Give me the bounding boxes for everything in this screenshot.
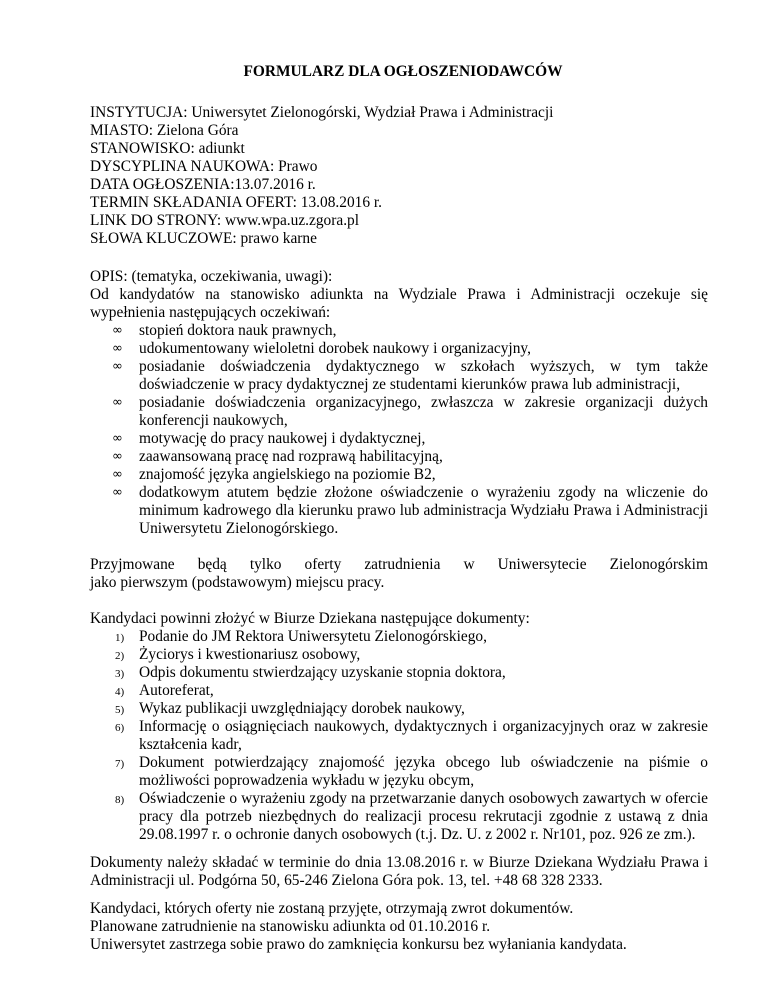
employment-word: Zielonogórskim [609,556,708,573]
list-item [90,430,708,448]
employment-word: zatrudnienia [364,556,441,573]
infinity-bullet-icon: ∞ [112,395,123,410]
infinity-bullet-icon: ∞ [112,485,123,500]
document-page [90,63,708,954]
list-item-text: posiadanie doświadczenia organizacyjnego, zwłaszcza w zakresie organizacji dużych konferencji naukowych, [139,394,708,429]
posting-fields [90,104,708,248]
item-number: 7) [115,758,125,770]
list-item [90,358,708,394]
list-item [90,664,708,682]
list-item-text: posiadanie doświadczenia dydaktycznego w szkołach wyższych, w tym także doświadczenie w pracy dydaktycznej ze studentami kierunków prawa lub administracji, [139,358,708,393]
field-keywords: SŁOWA KLUCZOWE: prawo karne [90,230,317,247]
list-item [90,700,708,718]
infinity-bullet-icon: ∞ [112,449,123,464]
list-item-text: Dokument potwierdzający znajomość języka obcego lub oświadczenie na piśmie o możliwości poprowadzenia wykładu w języku obcym, [139,754,708,789]
list-item-text: Autoreferat, [139,682,214,699]
list-item-text: Wykaz publikacji uwzględniający dorobek naukowy, [139,700,465,717]
list-item [90,718,708,754]
documents-list [90,628,708,844]
infinity-bullet-icon: ∞ [112,323,123,338]
field-deadline: TERMIN SKŁADANIA OFERT: 13.08.2016 r. [90,194,383,211]
list-item [90,484,708,538]
closing-line-start-date: Planowane zatrudnienie na stanowisku adiunkta od 01.10.2016 r. [90,918,491,935]
infinity-bullet-icon: ∞ [112,341,123,356]
closing-line-reservation: Uniwersytet zastrzega sobie prawo do zamknięcia konkursu bez wyłaniania kandydata. [90,936,627,953]
item-number: 4) [115,686,125,698]
form-title: FORMULARZ DLA OGŁOSZENIODAWCÓW [243,63,563,80]
list-item-text: udokumentowany wieloletni dorobek naukowy i organizacyjny, [139,340,531,357]
list-item [90,790,708,844]
list-item [90,322,708,340]
field-posting-date: DATA OGŁOSZENIA:13.07.2016 r. [90,176,316,193]
field-position: STANOWISKO: adiunkt [90,140,245,157]
employment-word: Przyjmowane [90,556,175,573]
list-item [90,466,708,484]
employment-word: oferty [304,556,342,573]
list-item-text: Życiorys i kwestionariusz osobowy, [139,646,361,663]
infinity-bullet-icon: ∞ [112,359,123,374]
description-heading: OPIS: (tematyka, oczekiwania, uwagi): [90,268,333,285]
list-item-text: Oświadczenie o wyrażeniu zgody na przetwarzanie danych osobowych zawartych w ofercie pracy dla potrzeb niezbędnych do realizacji procesu rekrutacji zgodnie z ustawą z dnia 29.08.1997 r. o ochronie danych osobowych (t.j. Dz. U. z 2002 r. Nr101, poz. 926 ze zm.). [139,790,708,843]
list-item [90,340,708,358]
list-item [90,448,708,466]
employment-word: w [463,556,475,573]
item-number: 3) [115,668,125,680]
list-item-text: Podanie do JM Rektora Uniwersytetu Zielonogórskiego, [139,628,487,645]
infinity-bullet-icon: ∞ [112,467,123,482]
deadline-note: Dokumenty należy składać w terminie do dnia 13.08.2016 r. w Biurze Dziekana Wydziału Prawa i Administracji ul. Podgórna 50, 65-246 Zielona Góra pok. 13, tel. +48 68 328 2333. [90,854,708,889]
employment-note-line2: jako pierwszym (podstawowym) miejscu pracy. [90,574,385,591]
field-institution: INSTYTUCJA: Uniwersytet Zielonogórski, Wydział Prawa i Administracji [90,104,554,121]
employment-word: będą [197,556,227,573]
list-item-text: znajomość języka angielskiego na poziomie B2, [139,466,436,483]
list-item [90,646,708,664]
item-number: 8) [115,794,125,806]
field-link: LINK DO STRONY: www.wpa.uz.zgora.pl [90,212,360,229]
employment-word: Uniwersytecie [497,556,587,573]
field-discipline: DYSCYPLINA NAUKOWA: Prawo [90,158,318,175]
documents-intro: Kandydaci powinni złożyć w Biurze Dziekana następujące dokumenty: [90,610,530,627]
item-number: 5) [115,704,125,716]
item-number: 6) [115,722,125,734]
list-item-text: motywację do pracy naukowej i dydaktycznej, [139,430,426,447]
list-item-text: stopień doktora nauk prawnych, [139,322,337,339]
employment-note-line1 [90,556,708,574]
infinity-bullet-icon: ∞ [112,431,123,446]
closing-line-returns: Kandydaci, których oferty nie zostaną przyjęte, otrzymają zwrot dokumentów. [90,900,574,917]
list-item [90,682,708,700]
list-item [90,394,708,430]
field-city: MIASTO: Zielona Góra [90,122,239,139]
description-intro: Od kandydatów na stanowisko adiunkta na Wydziale Prawa i Administracji oczekuje się wypełnienia następujących oczekiwań: [90,286,708,321]
list-item-text: zaawansowaną pracę nad rozprawą habilitacyjną, [139,448,443,465]
list-item-text: Odpis dokumentu stwierdzający uzyskanie stopnia doktora, [139,664,506,681]
list-item [90,754,708,790]
employment-word: tylko [249,556,282,573]
list-item-text: Informację o osiągnięciach naukowych, dydaktycznych i organizacyjnych oraz w zakresie kształcenia kadr, [139,718,708,753]
requirements-list [90,322,708,538]
list-item-text: dodatkowym atutem będzie złożone oświadczenie o wyrażeniu zgody na wliczenie do minimum kadrowego dla kierunku prawo lub administracja Wydziału Prawa i Administracji Uniwersytetu Zielonogórskiego. [139,484,708,537]
item-number: 1) [115,632,125,644]
item-number: 2) [115,650,125,662]
list-item [90,628,708,646]
